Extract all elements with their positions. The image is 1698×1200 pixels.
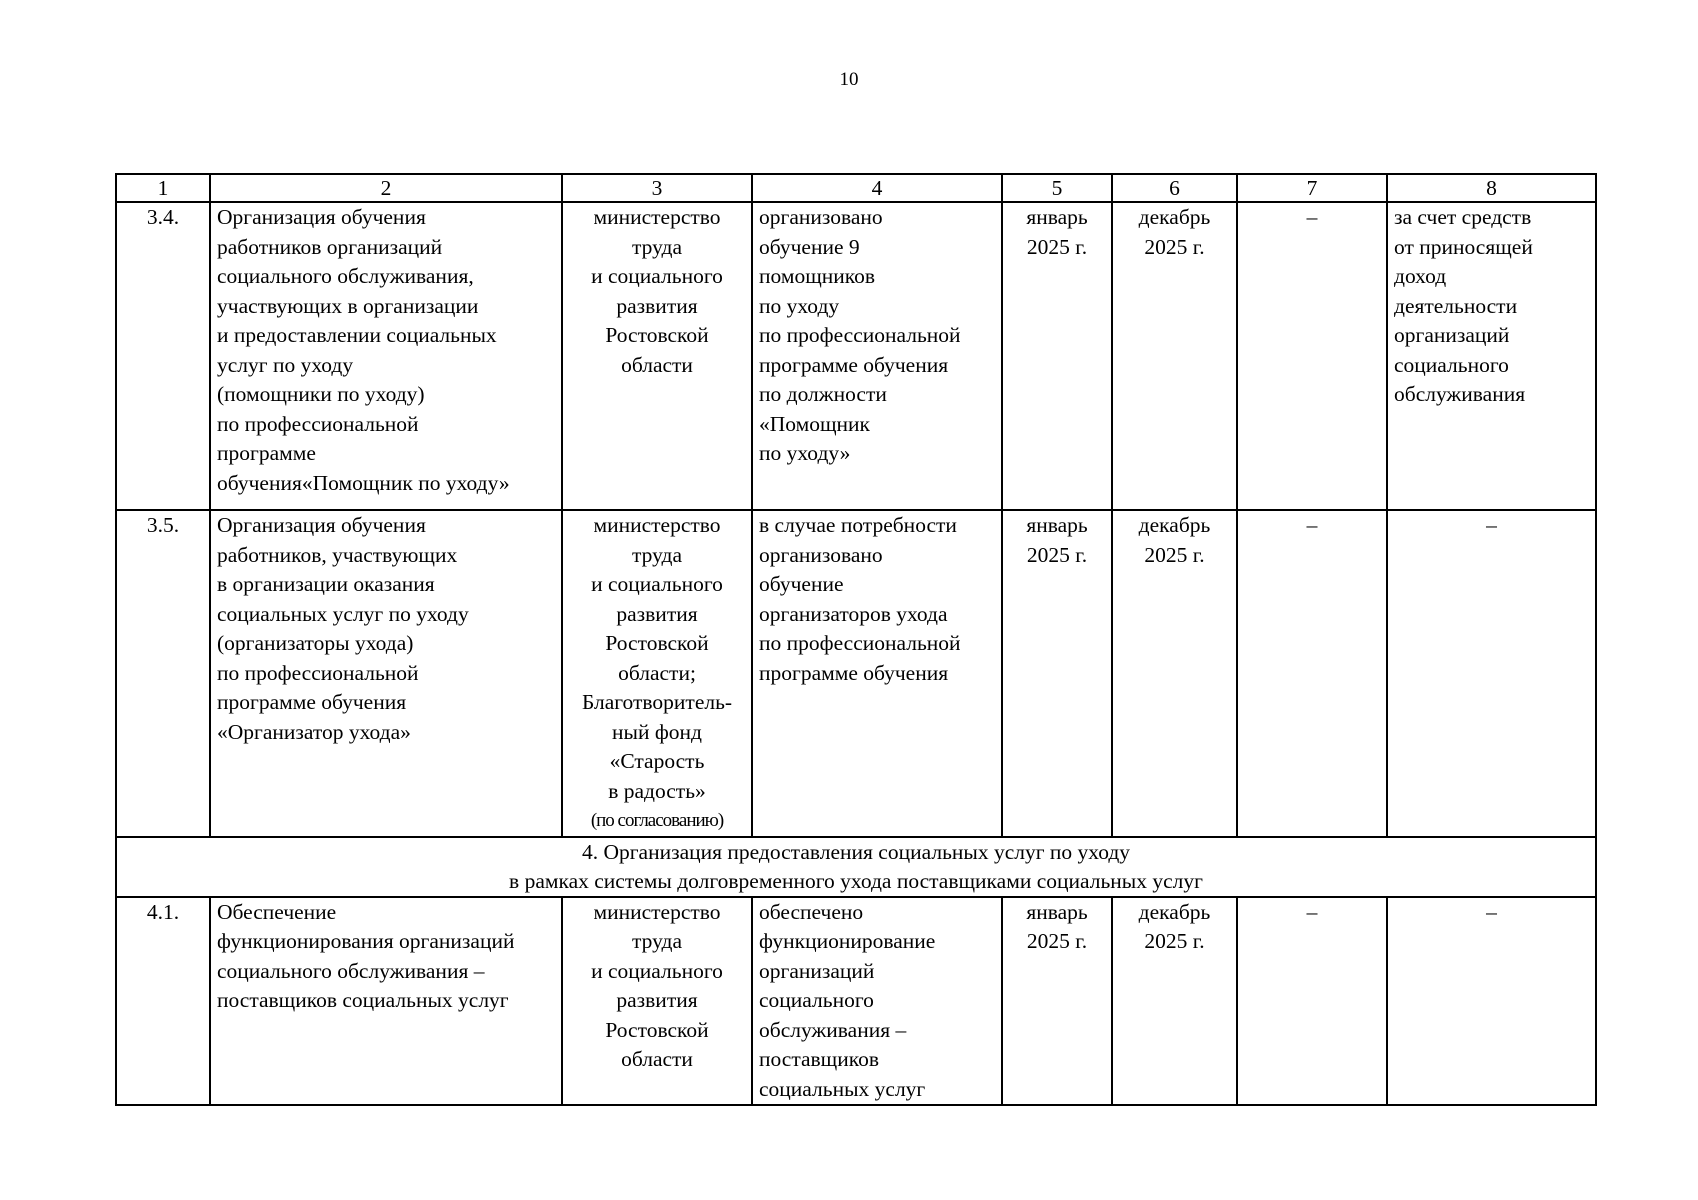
- section-heading-line: в рамках системы долговременного ухода поставщиками социальных услуг: [509, 868, 1203, 893]
- header-cell: 5: [1002, 174, 1112, 202]
- start-date-cell: январь 2025 г.: [1002, 202, 1112, 510]
- plan-table: [115, 173, 1597, 1106]
- executor-cell: [562, 510, 752, 837]
- header-row: [116, 174, 1596, 202]
- event-cell: Организация обучения работников организаций социального обслуживания, участвующих в организации и предоставлении социальных услуг по уходу (помощники по уходу) по профессиональной программе обучения«Помощник по уходу»: [210, 202, 562, 510]
- event-cell: Организация обучения работников, участвующих в организации оказания социальных услуг по уходу (организаторы ухода) по профессиональной программе обучения «Организатор ухода»: [210, 510, 562, 837]
- end-date-cell: декабрь 2025 г.: [1112, 202, 1237, 510]
- header-cell: 6: [1112, 174, 1237, 202]
- funding-cell: –: [1387, 897, 1596, 1106]
- header-cell: 1: [116, 174, 210, 202]
- executor-text: министерство труда и социального развития Ростовской области; Благотворитель- ный фонд «Старость в радость»: [581, 513, 733, 803]
- section-row: [116, 837, 1596, 897]
- col7-cell: –: [1237, 202, 1387, 510]
- result-cell: в случае потребности организовано обучение организаторов ухода по профессиональной программе обучения: [752, 510, 1002, 837]
- result-cell: организовано обучение 9 помощников по уходу по профессиональной программе обучения по должности «Помощник по уходу»: [752, 202, 1002, 510]
- table-row: [116, 897, 1596, 1106]
- header-cell: 8: [1387, 174, 1596, 202]
- result-cell: обеспечено функционирование организаций социального обслуживания – поставщиков социальных услуг: [752, 897, 1002, 1106]
- page-number: 10: [839, 69, 859, 90]
- row-number: 4.1.: [116, 897, 210, 1106]
- end-date-cell: декабрь 2025 г.: [1112, 897, 1237, 1106]
- table-row: [116, 510, 1596, 837]
- executor-note: (по согласованию): [590, 810, 724, 831]
- header-cell: 2: [210, 174, 562, 202]
- executor-cell: министерство труда и социального развития Ростовской области: [562, 202, 752, 510]
- funding-cell: за счет средств от приносящей доход деятельности организаций социального обслуживания: [1387, 202, 1596, 510]
- section-heading-line: 4. Организация предоставления социальных услуг по уходу: [581, 839, 1131, 864]
- executor-cell: министерство труда и социального развития Ростовской области: [562, 897, 752, 1106]
- start-date-cell: январь 2025 г.: [1002, 897, 1112, 1106]
- event-cell: Обеспечение функционирования организаций социального обслуживания – поставщиков социальных услуг: [210, 897, 562, 1106]
- row-number: 3.4.: [116, 202, 210, 510]
- funding-cell: –: [1387, 510, 1596, 837]
- col7-cell: –: [1237, 897, 1387, 1106]
- table-row: [116, 202, 1596, 510]
- section-heading: [116, 837, 1596, 897]
- header-cell: 4: [752, 174, 1002, 202]
- end-date-cell: декабрь 2025 г.: [1112, 510, 1237, 837]
- header-cell: 3: [562, 174, 752, 202]
- col7-cell: –: [1237, 510, 1387, 837]
- header-cell: 7: [1237, 174, 1387, 202]
- start-date-cell: январь 2025 г.: [1002, 510, 1112, 837]
- row-number: 3.5.: [116, 510, 210, 837]
